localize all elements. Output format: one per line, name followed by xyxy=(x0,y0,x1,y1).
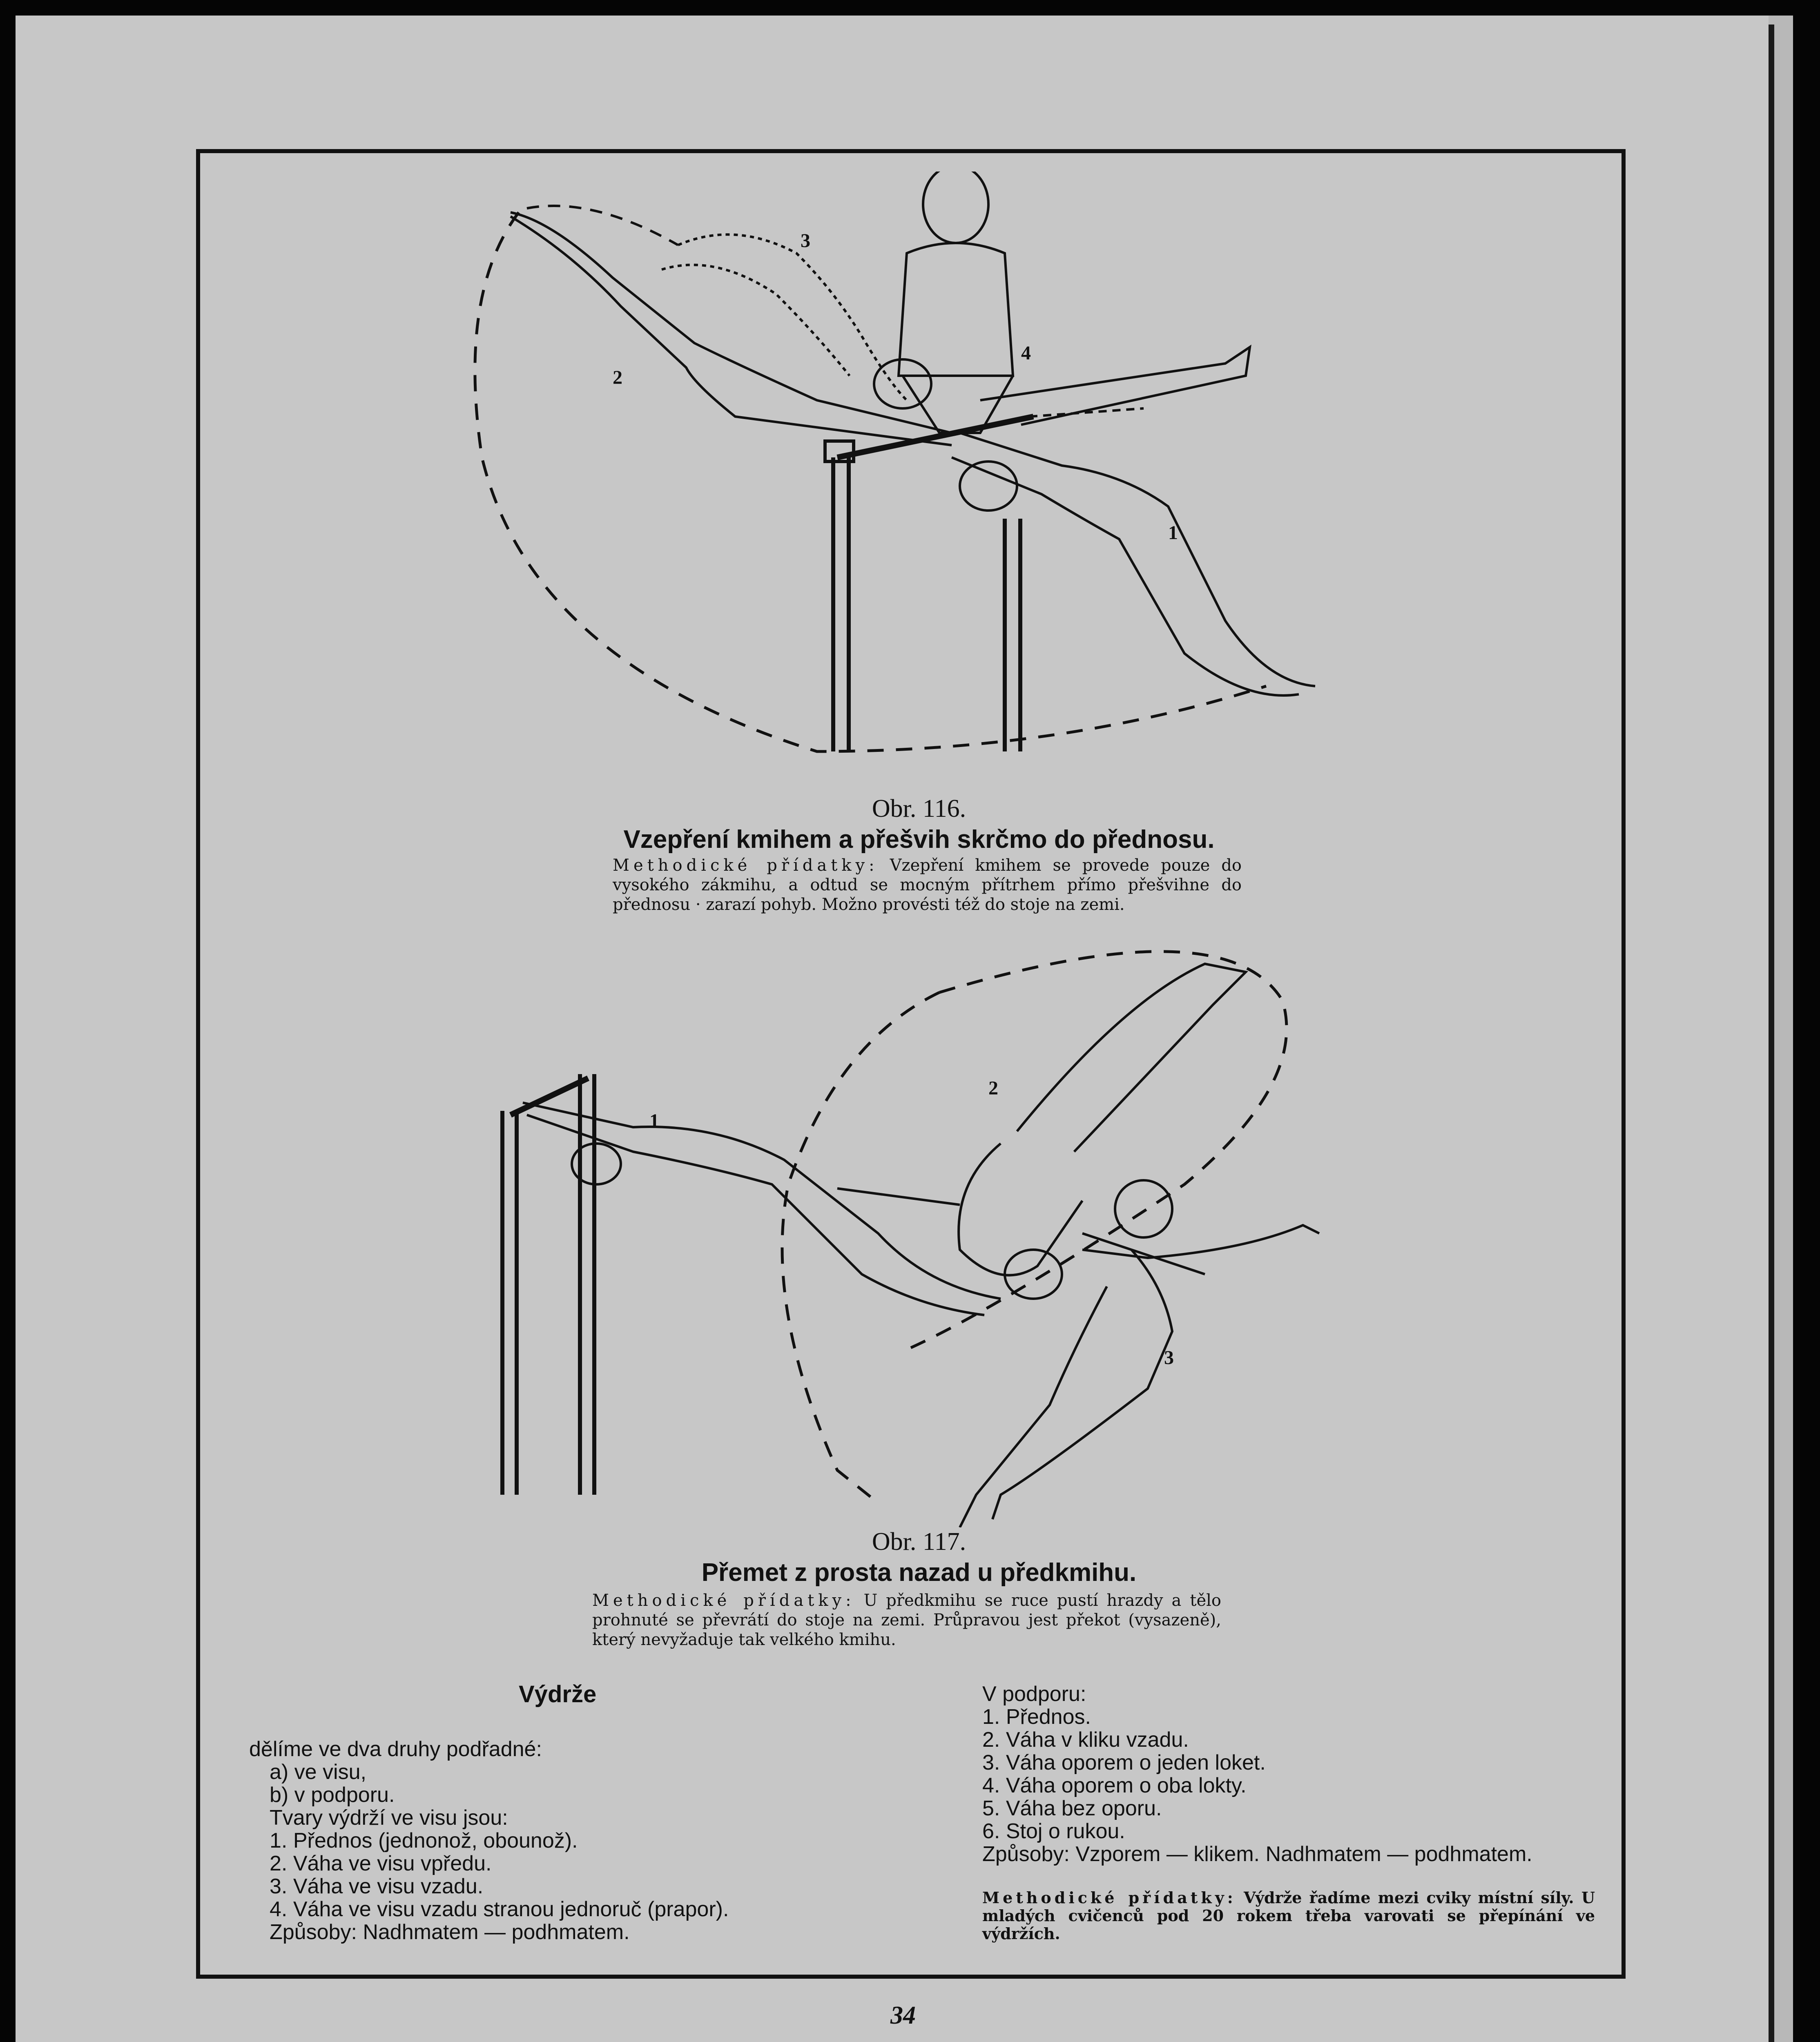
figure-116-note-text: Vzepření kmihem se provede pouze do vysokého zákmihu, a odtud se mocným přítrhem přímo přešvihne do přednosu · zarazí pohyb. Možno provésti též do stoje na zemi. xyxy=(613,856,1242,914)
figure-117-subtitle: Přemet z prosta nazad u předkmihu. xyxy=(701,1558,1137,1587)
figure-116-note-label: Methodické přídatky: xyxy=(613,856,879,875)
figure-116-illustration xyxy=(449,172,1348,776)
marker-3: 3 xyxy=(801,230,810,252)
right-line: V podporu: xyxy=(982,1682,1086,1706)
right-line: 1. Přednos. xyxy=(982,1705,1091,1729)
left-line: b) v podporu. xyxy=(270,1783,395,1807)
marker-4: 4 xyxy=(1021,342,1031,364)
scan-border-top xyxy=(0,0,1820,16)
right-line: 5. Váha bez oporu. xyxy=(982,1797,1162,1820)
figure-117-note xyxy=(592,1591,1221,1650)
right-line: 6. Stoj o rukou. xyxy=(982,1819,1125,1843)
left-line: 1. Přednos (jednonož, obounož). xyxy=(270,1829,578,1853)
marker-2: 2 xyxy=(613,367,622,388)
right-note-label: Methodické přídatky: xyxy=(982,1888,1236,1907)
scan-border-right xyxy=(1793,0,1820,2042)
left-line: 3. Váha ve visu vzadu. xyxy=(270,1875,484,1898)
marker-3: 3 xyxy=(1164,1347,1174,1369)
right-line: 2. Váha v kliku vzadu. xyxy=(982,1728,1189,1752)
figure-116-title: Obr. 116. xyxy=(872,795,966,823)
scan-border-left xyxy=(0,0,16,2042)
left-line: 2. Váha ve visu vpředu. xyxy=(270,1852,492,1875)
left-column-text xyxy=(249,1738,729,1944)
marker-2: 2 xyxy=(988,1077,998,1099)
left-line: Tvary výdrží ve visu jsou: xyxy=(270,1806,508,1830)
marker-1: 1 xyxy=(1168,522,1178,544)
figure-117-title: Obr. 117. xyxy=(872,1528,966,1556)
right-column-note xyxy=(982,1889,1595,1943)
left-line: a) ve visu, xyxy=(270,1760,366,1784)
left-line: Způsoby: Nadhmatem — podhmatem. xyxy=(270,1920,630,1944)
figure-116-subtitle: Vzepření kmihem a přešvih skrčmo do přednosu. xyxy=(623,825,1215,854)
right-line: Způsoby: Vzporem — klikem. Nadhmatem — podhmatem. xyxy=(982,1842,1532,1866)
right-line: 4. Váha oporem o oba lokty. xyxy=(982,1774,1247,1797)
figure-117-note-label: Methodické přídatky: xyxy=(592,1591,855,1610)
page-edge-rule xyxy=(1769,25,1774,2042)
page-number: 34 xyxy=(890,2002,916,2029)
left-line: dělíme ve dva druhy podřadné: xyxy=(249,1737,542,1761)
right-column-text xyxy=(982,1683,1595,1866)
left-line: 4. Váha ve visu vzadu stranou jednoruč (prapor). xyxy=(270,1897,729,1921)
marker-1: 1 xyxy=(649,1110,659,1132)
figure-117-note-text: U předkmihu se ruce pustí hrazdy a tělo prohnuté se převrátí do stoje na zemi. Průpravou jest překot (vysazeně), který nevyžaduje tak velkého kmihu. xyxy=(592,1591,1221,1649)
section-heading: Výdrže xyxy=(519,1681,597,1708)
right-line: 3. Váha oporem o jeden loket. xyxy=(982,1751,1266,1774)
figure-116-note xyxy=(613,856,1242,914)
figure-117-illustration xyxy=(470,939,1368,1527)
right-note-text: Výdrže řadíme mezi cviky místní síly. U mladých cvičenců pod 20 rokem třeba varovati se přepínání ve výdržích. xyxy=(982,1888,1595,1943)
